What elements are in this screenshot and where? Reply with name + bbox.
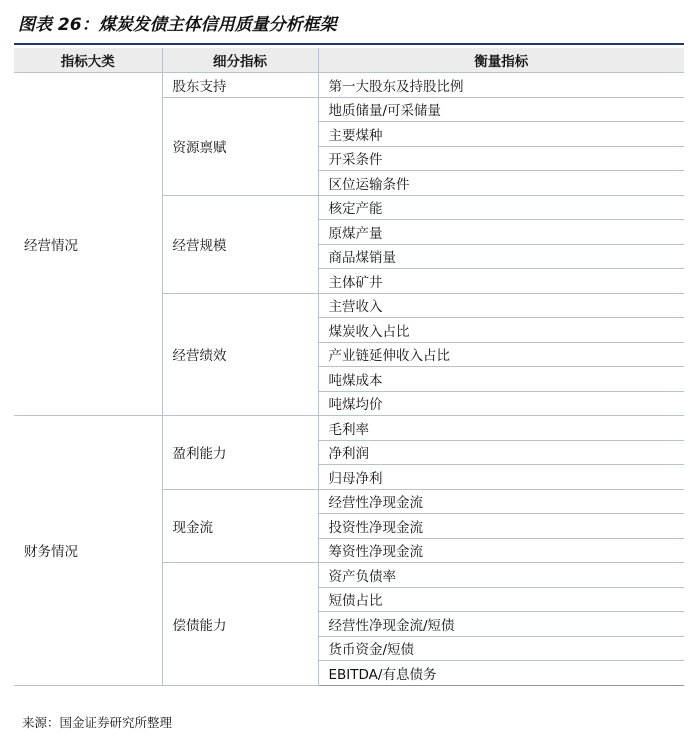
- header-category: 指标大类: [14, 48, 162, 73]
- metric-cell: 原煤产量: [318, 220, 684, 245]
- metric-cell: 产业链延伸收入占比: [318, 342, 684, 367]
- metric-cell: 归母净利: [318, 465, 684, 490]
- source-note: 来源：国金证券研究所整理: [22, 715, 173, 730]
- table-row: [14, 73, 684, 98]
- metric-cell: 商品煤销量: [318, 244, 684, 269]
- metric-cell: EBITDA/有息债务: [318, 661, 684, 686]
- subcategory-cell: 资源禀赋: [162, 97, 318, 195]
- category-cell: 财务情况: [14, 416, 162, 686]
- metric-cell: 资产负债率: [318, 563, 684, 588]
- figure-title: 图表 26：煤炭发债主体信用质量分析框架: [18, 15, 337, 35]
- metric-cell: 投资性净现金流: [318, 514, 684, 539]
- metric-cell: 核定产能: [318, 195, 684, 220]
- table-header-row: [14, 48, 684, 73]
- metric-cell: 吨煤成本: [318, 367, 684, 392]
- category-cell: 经营情况: [14, 73, 162, 416]
- metric-cell: 短债占比: [318, 587, 684, 612]
- subcategory-cell: 经营绩效: [162, 293, 318, 416]
- metric-cell: 经营性净现金流: [318, 489, 684, 514]
- table-row: [14, 416, 684, 441]
- metric-cell: 第一大股东及持股比例: [318, 73, 684, 98]
- metric-cell: 吨煤均价: [318, 391, 684, 416]
- metric-cell: 主要煤种: [318, 122, 684, 147]
- metric-cell: 筹资性净现金流: [318, 538, 684, 563]
- header-subcategory: 细分指标: [162, 48, 318, 73]
- title-divider: [14, 43, 684, 45]
- indicator-table: [14, 48, 684, 686]
- metric-cell: 煤炭收入占比: [318, 318, 684, 343]
- subcategory-cell: 现金流: [162, 489, 318, 563]
- metric-cell: 主营收入: [318, 293, 684, 318]
- metric-cell: 毛利率: [318, 416, 684, 441]
- metric-cell: 主体矿井: [318, 269, 684, 294]
- subcategory-cell: 偿债能力: [162, 563, 318, 686]
- header-metric: 衡量指标: [318, 48, 684, 73]
- table-body: [14, 73, 684, 686]
- metric-cell: 开采条件: [318, 146, 684, 171]
- subcategory-cell: 股东支持: [162, 73, 318, 98]
- subcategory-cell: 经营规模: [162, 195, 318, 293]
- subcategory-cell: 盈利能力: [162, 416, 318, 490]
- metric-cell: 地质储量/可采储量: [318, 97, 684, 122]
- metric-cell: 货币资金/短债: [318, 636, 684, 661]
- metric-cell: 区位运输条件: [318, 171, 684, 196]
- metric-cell: 经营性净现金流/短债: [318, 612, 684, 637]
- metric-cell: 净利润: [318, 440, 684, 465]
